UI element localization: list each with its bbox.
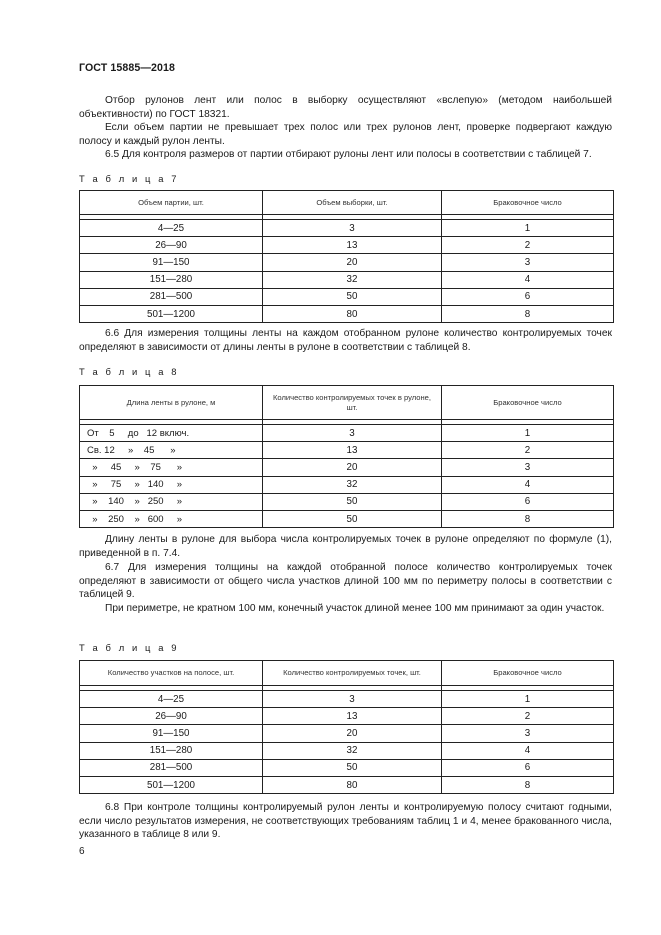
table-row: » 250 » 600 » 50 8 <box>80 510 614 527</box>
table-row: 4—25 3 1 <box>80 691 614 708</box>
table8-header-length: Длина ленты в рулоне, м <box>80 386 263 420</box>
document-header: ГОСТ 15885—2018 <box>79 62 176 74</box>
table-row: 26—90 13 2 <box>80 237 614 254</box>
table-row: 4—25 3 1 <box>80 220 614 237</box>
table-row: 281—500 50 6 <box>80 759 614 776</box>
table9-header-points: Количество контролируемых точек, шт. <box>263 661 442 686</box>
table8-header-reject: Браковочное число <box>442 386 614 420</box>
table-row: 151—280 32 4 <box>80 742 614 759</box>
table7-caption: Т а б л и ц а 7 <box>79 173 180 184</box>
table-row: » 75 » 140 » 32 4 <box>80 476 614 493</box>
table-8 <box>79 385 614 528</box>
table7-header-reject: Браковочное число <box>442 191 614 215</box>
paragraph-selection-method: Отбор рулонов лент или полос в выборку осуществляют «вслепую» (методом наибольшей объективности) по ГОСТ 18321. <box>79 95 612 120</box>
table-row: Св. 12 » 45 » 13 2 <box>80 442 614 459</box>
table-9 <box>79 660 614 794</box>
table-7 <box>79 190 614 323</box>
page-number: 6 <box>79 846 85 857</box>
table7-header-batch: Объем партии, шт. <box>80 191 263 215</box>
table-row: От 5 до 12 включ. 3 1 <box>80 425 614 442</box>
table8-header-points: Количество контролируемых точек в рулоне, шт. <box>263 386 442 420</box>
table9-header-reject: Браковочное число <box>442 661 614 686</box>
table-row: » 140 » 250 » 50 6 <box>80 493 614 510</box>
table-row: 91—150 20 3 <box>80 725 614 742</box>
table-row: 501—1200 80 8 <box>80 776 614 793</box>
table-row: 91—150 20 3 <box>80 254 614 271</box>
paragraph-6-6: 6.6 Для измерения толщины ленты на каждом отобранном рулоне количество контролируемых точек определяют в зависимости от длины ленты в рулоне в соответствии с таблицей 8. <box>79 328 612 353</box>
paragraph-small-batch: Если объем партии не превышает трех полос или трех рулонов лент, проверке подвергают каждую полосу и каждый рулон ленты. <box>79 122 612 147</box>
table7-header-sample: Объем выборки, шт. <box>263 191 442 215</box>
table-row: 26—90 13 2 <box>80 708 614 725</box>
table8-caption: Т а б л и ц а 8 <box>79 366 180 377</box>
table-row: 501—1200 80 8 <box>80 305 614 322</box>
paragraph-perimeter: При периметре, не кратном 100 мм, конечный участок длиной менее 100 мм принимают за один участок. <box>105 603 605 614</box>
table-row: 281—500 50 6 <box>80 288 614 305</box>
paragraph-6-5: 6.5 Для контроля размеров от партии отбирают рулоны лент или полосы в соответствии с таблицей 7. <box>105 149 592 160</box>
paragraph-6-7: 6.7 Для измерения толщины на каждой отобранной полосе количество контролируемых точек определяют в зависимости от общего числа участков длиной 100 мм по периметру полосы в соответствии с таблицей 9. <box>79 562 612 601</box>
table-row: » 45 » 75 » 20 3 <box>80 459 614 476</box>
table9-caption: Т а б л и ц а 9 <box>79 642 180 653</box>
paragraph-roll-length: Длину ленты в рулоне для выбора числа контролируемых точек в рулоне определяют по формуле (1), приведенной в п. 7.4. <box>79 534 612 559</box>
table9-header-sections: Количество участков на полосе, шт. <box>80 661 263 686</box>
table-row: 151—280 32 4 <box>80 271 614 288</box>
paragraph-6-8: 6.8 При контроле толщины контролируемый рулон ленты и контролируемую полосу считают годными, если число результатов измерения, не соответствующих требованиям таблиц 1 и 4, менее бракованного числа, указанного в таблице 8 или 9. <box>79 802 612 841</box>
